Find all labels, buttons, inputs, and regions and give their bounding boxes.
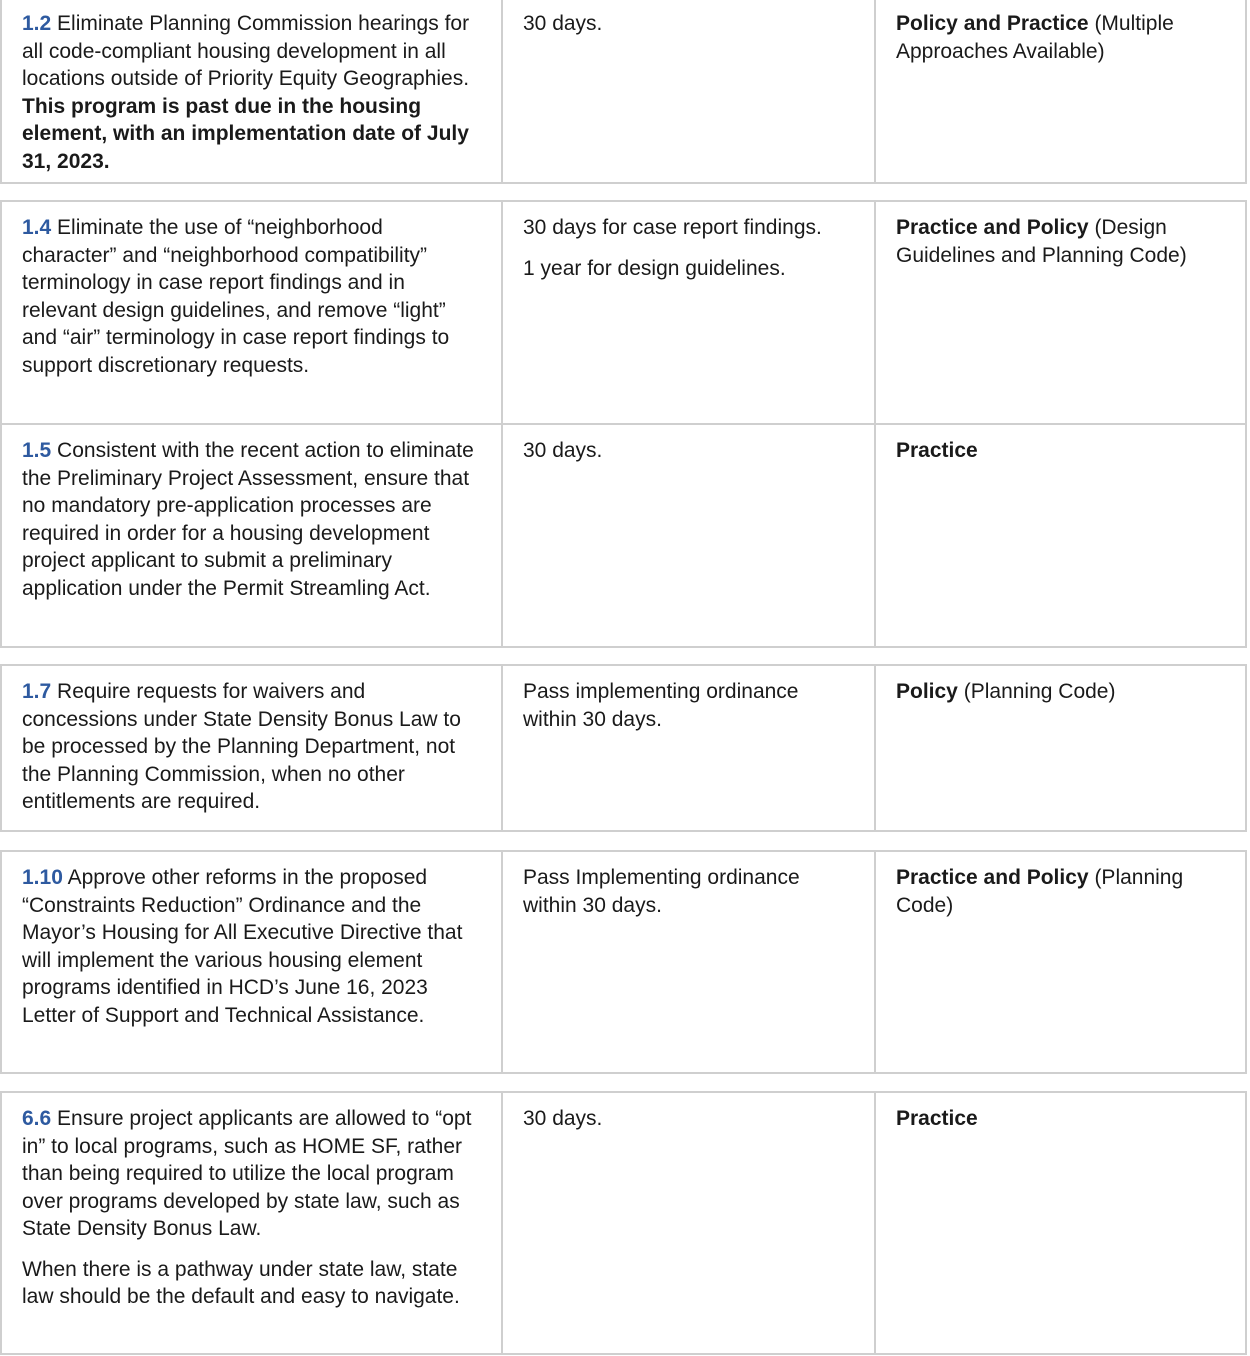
program-text: Eliminate the use of “neighborhood character” and “neighborhood compatibility” terminology in case report findings and in relevant design guidelines, and remove “light” and “air” terminology in case report findings to support discretionary requests.: [22, 216, 450, 377]
program-description: [22, 864, 483, 1029]
timeline-text: 30 days.: [523, 1107, 603, 1130]
type-label: Policy and Practice: [896, 12, 1089, 35]
program-number: 6.6: [22, 1107, 52, 1130]
timeline-text: 1 year for design guidelines.: [523, 256, 786, 280]
type-label: Practice and Policy: [896, 216, 1089, 239]
table-row: [0, 1091, 1247, 1355]
program-warning: This program is past due in the housing element, with an implementation date of July 31, 2023.: [22, 94, 469, 173]
table-row: [0, 0, 1247, 184]
timeline-cell: [501, 0, 874, 182]
timeline-cell: [501, 425, 874, 646]
timeline-text: Pass implementing ordinance within 30 days.: [523, 680, 799, 731]
type-detail: (Design Guidelines and Planning Code): [896, 216, 1187, 267]
timeline-cell: [501, 852, 874, 1072]
program-description: [22, 1105, 483, 1243]
program-note: When there is a pathway under state law, state law should be the default and easy to navigate.: [22, 1257, 460, 1308]
type-text: [896, 10, 1227, 65]
type-cell: [874, 202, 1245, 423]
type-text: [896, 864, 1227, 919]
program-cell: [2, 202, 501, 423]
program-description: [22, 214, 483, 379]
timeline-text: Pass Implementing ordinance within 30 days.: [523, 866, 800, 917]
timeline-text: 30 days for case report findings.: [523, 216, 822, 239]
table-row: [0, 850, 1247, 1074]
program-number: 1.2: [22, 12, 52, 35]
program-number: 1.10: [22, 866, 63, 889]
type-cell: [874, 425, 1245, 646]
type-text: [896, 1105, 1227, 1133]
type-detail: (Planning Code): [896, 866, 1184, 917]
timeline-cell: [501, 1093, 874, 1353]
program-number: 1.4: [22, 216, 52, 239]
timeline-cell: [501, 202, 874, 423]
type-label: Policy: [896, 680, 958, 703]
program-text: Approve other reforms in the proposed “Constraints Reduction” Ordinance and the Mayor’s Housing for All Executive Directive that will implement the various housing element programs identified in HCD’s June 16, 2023 Letter of Support and Technical Assistance.: [22, 866, 463, 1027]
type-label: Practice: [896, 439, 978, 462]
type-text: [896, 214, 1227, 269]
timeline-text: 30 days.: [523, 439, 603, 462]
program-number: 1.7: [22, 680, 52, 703]
type-detail: (Multiple Approaches Available): [896, 12, 1174, 63]
program-cell: [2, 425, 501, 646]
type-cell: [874, 1093, 1245, 1353]
timeline-text: 30 days.: [523, 12, 603, 35]
program-text: Require requests for waivers and concessions under State Density Bonus Law to be processed by the Planning Department, not the Planning Commission, when no other entitlements are required.: [22, 680, 461, 813]
type-text: [896, 678, 1227, 706]
program-number: 1.5: [22, 439, 52, 462]
type-cell: [874, 0, 1245, 182]
type-cell: [874, 852, 1245, 1072]
program-text: Eliminate Planning Commission hearings for all code-compliant housing development in all locations outside of Priority Equity Geographies.: [22, 12, 470, 90]
program-text: Consistent with the recent action to eliminate the Preliminary Project Assessment, ensure that no mandatory pre-application processes are required in order for a housing development project applicant to submit a preliminary application under the Permit Streamling Act.: [22, 439, 474, 600]
type-label: Practice and Policy: [896, 866, 1089, 889]
program-cell: [2, 666, 501, 830]
type-text: [896, 437, 1227, 465]
program-text: Ensure project applicants are allowed to “opt in” to local programs, such as HOME SF, rather than being required to utilize the local program over programs developed by state law, such as State Density Bonus Law.: [22, 1107, 472, 1240]
program-cell: [2, 852, 501, 1072]
table-row: [0, 200, 1247, 425]
program-description: [22, 437, 483, 602]
timeline-cell: [501, 666, 874, 830]
table-row: [0, 664, 1247, 832]
table-row: [0, 423, 1247, 648]
program-cell: [2, 0, 501, 182]
program-cell: [2, 1093, 501, 1353]
type-detail: (Planning Code): [963, 680, 1116, 703]
type-cell: [874, 666, 1245, 830]
type-label: Practice: [896, 1107, 978, 1130]
program-description: [22, 10, 483, 175]
program-description: [22, 678, 483, 816]
